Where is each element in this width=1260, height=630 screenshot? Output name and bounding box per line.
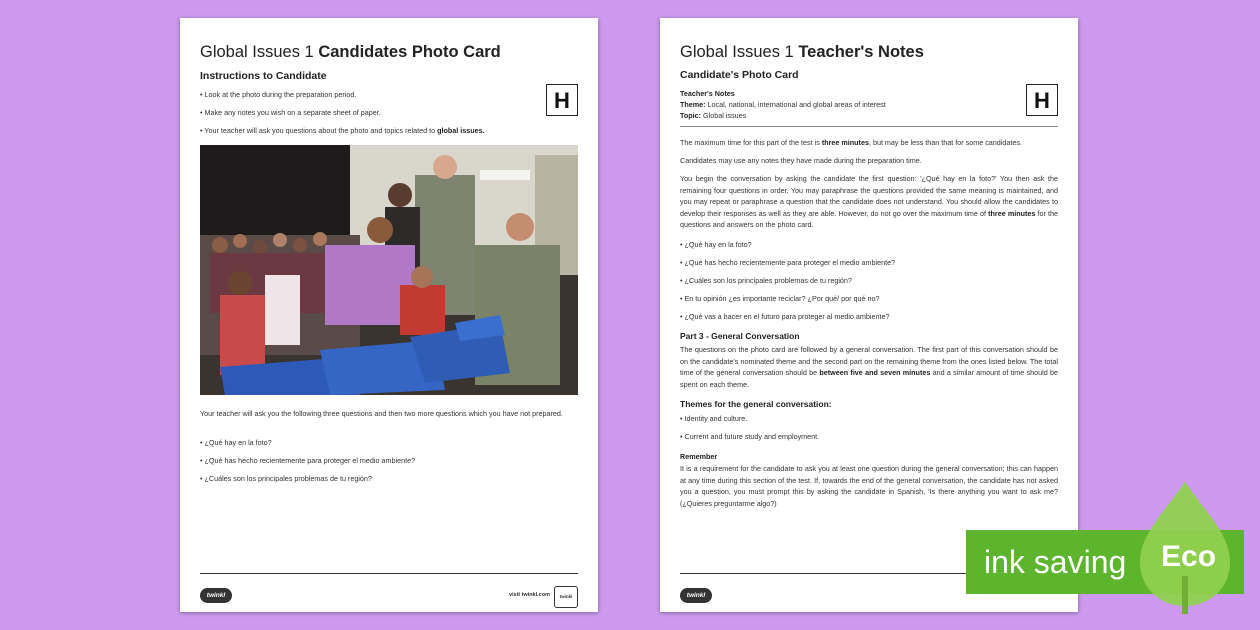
ink-saving-label: ink saving <box>984 544 1127 580</box>
question-item: • En tu opinión ¿es importante reciclar? ¿Por qué/ por qué no? <box>680 294 880 303</box>
instruction-item: • Make any notes you wish on a separate sheet of paper. <box>200 108 381 117</box>
remember-paragraph: It is a requirement for the candidate to ask you at least one question during the general conversation; this can happen at any time during this section of the test. If, towards the end of the general conversation, the candidate has not asked you a question, you must prompt this by asking the candidate in Spanish, 'Is there anything you want to ask me? (¿Quieres preguntarme algo?) <box>680 464 1058 508</box>
conversation-paragraph: You begin the conversation by asking the candidate the first question: '¿Qué hay en la foto?' You then ask the remaining four questions in order. You may paraphrase the questions provided the same meaning is maintained, and you may repeat or paraphrase a question that the candidate does not understand. You should allow the candidates to develop their responses as well as they are able. However, do not go over the maximum time of three minutes for the questions and answers on the photo card. <box>680 174 1058 230</box>
eco-label: Eco <box>1161 540 1217 573</box>
theme-line: Theme: Local, national, international and global areas of interest <box>680 100 886 109</box>
teachers-notes-page <box>660 18 1078 612</box>
instruction-item: • Look at the photo during the preparation period. <box>200 90 357 99</box>
notes-paragraph: Candidates may use any notes they have made during the preparation time. <box>680 156 922 165</box>
question-item: • ¿Qué hay en la foto? <box>680 240 752 249</box>
part3-heading: Part 3 - General Conversation <box>680 331 800 341</box>
question-item: • ¿Qué has hecho recientemente para proteger el medio ambiente? <box>200 456 416 465</box>
question-item: • ¿Qué hay en la foto? <box>200 438 272 447</box>
photo-card-heading: Candidate's Photo Card <box>680 69 799 81</box>
question-item: • ¿Qué vas a hacer en el futuro para proteger al medio ambiente? <box>680 312 890 321</box>
instructions-heading: Instructions to Candidate <box>200 70 327 82</box>
themes-heading: Themes for the general conversation: <box>680 399 832 409</box>
twinkl-logo: twinkl <box>200 588 232 603</box>
recycling-photo <box>200 145 578 395</box>
question-item: • ¿Cuáles son los principales problemas de tu región? <box>680 276 852 285</box>
footer-divider <box>200 573 578 574</box>
meta-heading: Teacher's Notes <box>680 89 735 98</box>
theme-item: • Identity and culture. <box>680 414 748 423</box>
topic-line: Topic: Global issues <box>680 111 747 120</box>
page-title: Global Issues 1 Candidates Photo Card <box>200 43 501 61</box>
questions-intro: Your teacher will ask you the following three questions and then two more questions which you have not prepared. <box>200 409 563 418</box>
meta-divider <box>680 126 1058 127</box>
higher-tier-badge: H <box>546 84 578 116</box>
candidates-photo-card-page <box>180 18 598 612</box>
quality-seal: twinkl <box>554 586 578 608</box>
part3-paragraph: The questions on the photo card are followed by a general conversation. The first part of this conversation should be on the candidate's nominated theme and the second part on the remaining theme from the ones listed below. The total time of the general conversation should be between five and seven minutes and a similar amount of time should be spent on each theme. <box>680 345 1058 389</box>
visit-link: visit twinkl.com <box>509 592 550 598</box>
instruction-item: • Your teacher will ask you questions about the photo and topics related to global issues. <box>200 126 485 135</box>
photo-illustration <box>200 145 578 395</box>
question-item: • ¿Qué has hecho recientemente para proteger el medio ambiente? <box>680 258 896 267</box>
remember-heading: Remember <box>680 452 718 461</box>
higher-tier-badge: H <box>1026 84 1058 116</box>
time-paragraph: The maximum time for this part of the test is three minutes, but may be less than that for some candidates. <box>680 138 1022 147</box>
page-title: Global Issues 1 Teacher's Notes <box>680 43 924 61</box>
question-item: • ¿Cuáles son los principales problemas de tu región? <box>200 474 372 483</box>
theme-item: • Current and future study and employment. <box>680 432 820 441</box>
twinkl-logo: twinkl <box>680 588 712 603</box>
